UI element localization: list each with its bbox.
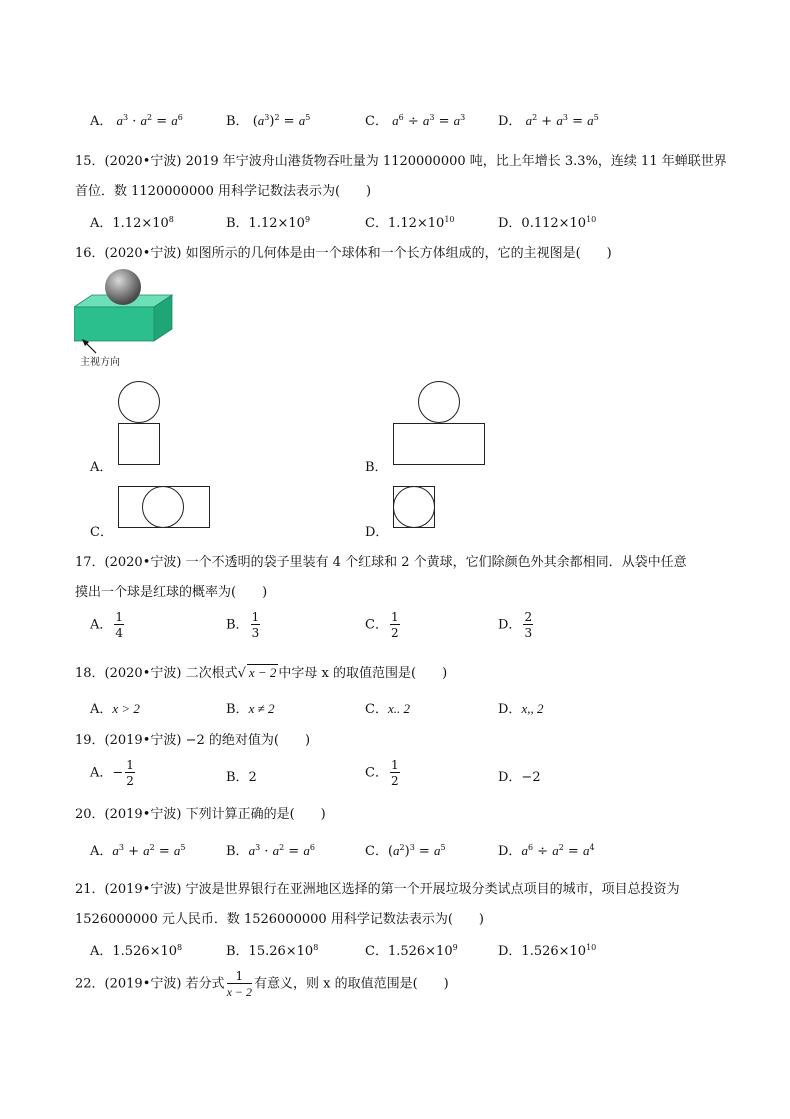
q17-option-a: A． $\frac{1}{4}$	[90, 610, 124, 640]
q17-option-c: C． $\frac{1}{2}$	[365, 610, 399, 640]
q16-b-rectangle	[393, 423, 485, 465]
q20-option-b: B．$a^3 \cdot a^2 = a^6$	[226, 843, 315, 859]
q18-option-d: D．x,, 2	[498, 701, 544, 717]
q14-option-a: A． $a^3 \cdot a^2 = a^6$	[90, 113, 183, 129]
q20-option-d: D．$a^6 \div a^2 = a^4$	[498, 843, 595, 859]
q16-option-a-label: A．	[90, 460, 113, 475]
q21-option-b: B．$15.26\times 10^8$	[226, 943, 319, 959]
q17-text-line1: 17．(2020•宁波) 一个不透明的袋子里装有 4 个红球和 2 个黄球，它们除颜色外其余都相同．从袋中任意	[75, 555, 687, 570]
q14-option-b: B． $(a^3)^2 = a^5$	[226, 113, 311, 129]
q22-text: 22．(2019•宁波) 若分式 $\frac{1}{x - 2}$ 有意义，则 x 的取值范围是( )	[75, 969, 449, 999]
option-label: B．	[226, 114, 249, 129]
q16-solid-figure	[74, 265, 184, 370]
q14-option-d: D． $a^2 + a^3 = a^5$	[498, 113, 599, 129]
q21-option-d: D．$1.526\times 10^{10}$	[498, 943, 597, 959]
q16-a-square	[118, 423, 160, 465]
q16-option-b-label: B．	[365, 460, 388, 475]
q14-option-c: C． $a^6 \div a^3 = a^3$	[365, 113, 466, 129]
option-label: C．	[365, 114, 388, 129]
q19-option-d: D．−2	[498, 770, 541, 785]
q17-option-d: D． $\frac{2}{3}$	[498, 610, 533, 640]
q18-option-a: A．x > 2	[90, 701, 140, 717]
q17-option-b: B． $\frac{1}{3}$	[226, 610, 260, 640]
q18-text: 18．(2020•宁波) 二次根式√ x − 2 中字母 x 的取值范围是( )	[75, 665, 448, 681]
q19-text: 19．(2019•宁波) −2 的绝对值为( )	[75, 733, 311, 748]
q21-text-line1: 21．(2019•宁波) 宁波是世界银行在亚洲地区选择的第一个开展垃圾分类试点项目的城市，项目总投资为	[75, 882, 680, 897]
q20-option-c: C．$(a^2)^3 = a^5$	[365, 843, 446, 859]
q20-option-a: A．$a^3 + a^2 = a^5$	[90, 843, 186, 859]
q15-option-c: C．$1.12\times 10^{10}$	[365, 215, 455, 231]
q15-option-b: B．$1.12\times 10^9$	[226, 215, 311, 231]
q15-text-line1: 15．(2020•宁波) 2019 年宁波舟山港货物吞吐量为 1120000000 吨，比上年增长 3.3%，连续 11 年蝉联世界	[75, 154, 727, 169]
option-label: D．	[498, 114, 522, 129]
q17-text-line2: 摸出一个球是红球的概率为( )	[75, 585, 268, 600]
q15-option-d: D．$0.112\times 10^{10}$	[498, 215, 597, 231]
q21-option-c: C．$1.526\times 10^9$	[365, 943, 458, 959]
view-direction-caption: 主视方向	[80, 357, 120, 368]
q19-option-c: C． $\frac{1}{2}$	[365, 758, 399, 788]
q19-option-a: A．− $\frac{1}{2}$	[90, 758, 134, 788]
q19-option-b: B．2	[226, 770, 257, 785]
q21-option-a: A．$1.526\times 10^8$	[90, 943, 183, 959]
q18-option-b: B．x ≠ 2	[226, 701, 275, 717]
q16-a-circle	[118, 381, 160, 423]
box-front-face	[74, 307, 154, 341]
q16-option-d-label: D．	[365, 525, 389, 540]
q15-option-a: A．$1.12\times 10^8$	[90, 215, 174, 231]
q18-option-c: C．x.. 2	[365, 701, 410, 717]
sphere	[105, 269, 141, 305]
q16-option-c-label: C．	[90, 525, 113, 540]
q16-text: 16．(2020•宁波) 如图所示的几何体是由一个球体和一个长方体组成的，它的主视图是( )	[75, 246, 612, 261]
q20-text: 20．(2019•宁波) 下列计算正确的是( )	[75, 807, 326, 822]
q15-text-line2: 首位．数 1120000000 用科学记数法表示为( )	[75, 184, 372, 199]
option-label: A．	[90, 114, 113, 129]
q16-d-circle	[393, 486, 435, 528]
q21-text-line2: 1526000000 元人民币．数 1526000000 用科学记数法表示为( )	[75, 912, 484, 927]
q16-b-circle	[418, 381, 460, 423]
q16-c-circle	[142, 486, 184, 528]
